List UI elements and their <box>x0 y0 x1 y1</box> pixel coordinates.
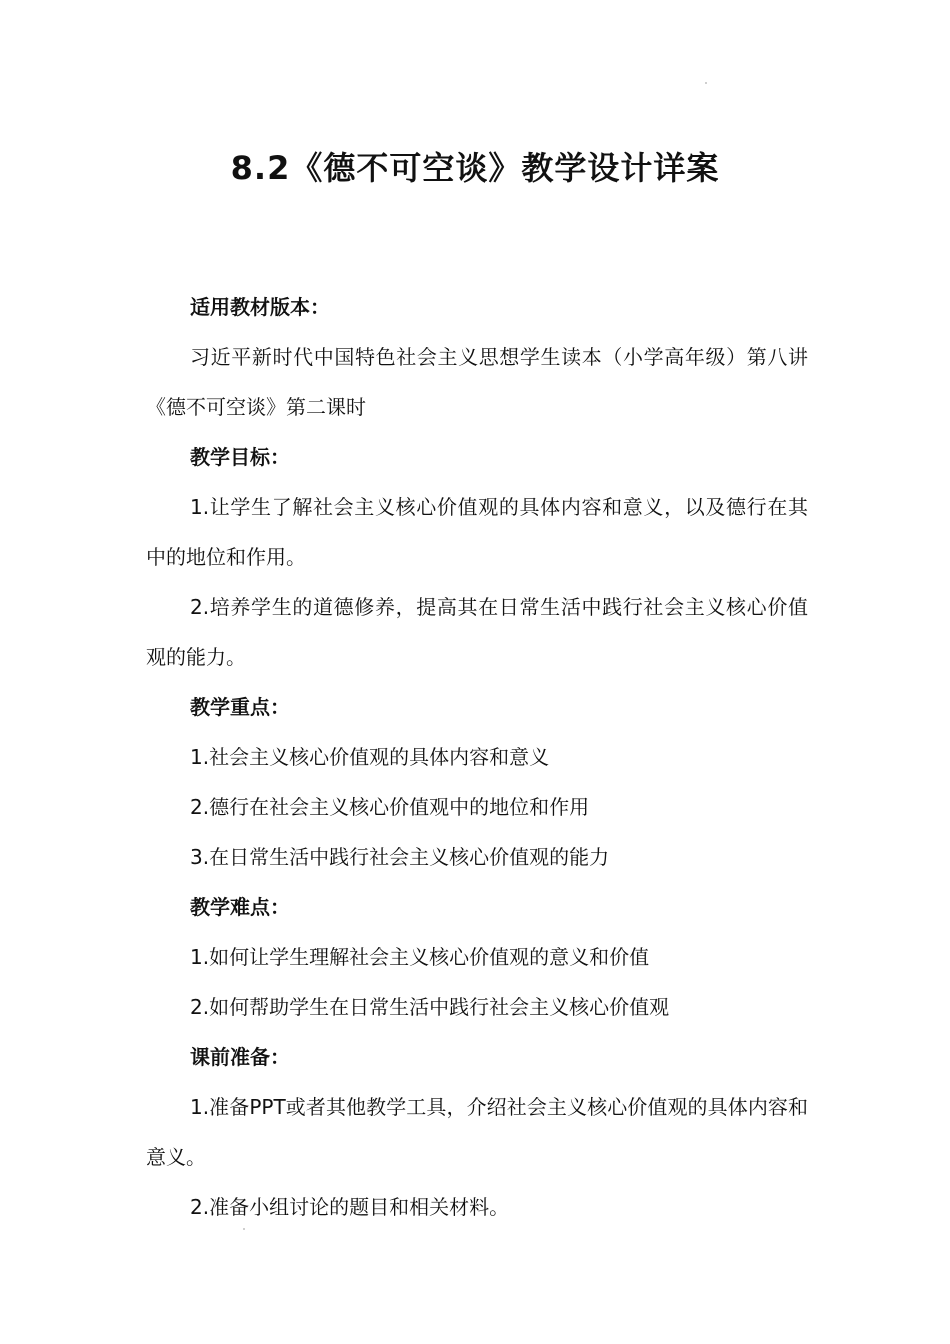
difficulty-item: 2.如何帮助学生在日常生活中践行社会主义核心价值观 <box>190 995 670 1019</box>
document-title: 8.2《德不可空谈》教学设计详案 <box>230 149 720 187</box>
document-body <box>146 282 808 1232</box>
preparation-item: 2.准备小组讨论的题目和相关材料。 <box>190 1195 510 1219</box>
key-point-item: 1.社会主义核心价值观的具体内容和意义 <box>190 745 550 769</box>
section-heading-difficulties: 教学难点： <box>190 895 290 919</box>
objective-item: 2.培养学生的道德修养，提高其在日常生活中践行社会主义核心价值观的能力。 <box>146 595 808 669</box>
key-point-item: 3.在日常生活中践行社会主义核心价值观的能力 <box>190 845 610 869</box>
section-heading-objectives: 教学目标： <box>190 445 290 469</box>
section-heading-preparation: 课前准备： <box>190 1045 290 1069</box>
textbook-version: 习近平新时代中国特色社会主义思想学生读本（小学高年级）第八讲《德不可空谈》第二课时 <box>146 345 808 419</box>
section-heading-key-points: 教学重点： <box>190 695 290 719</box>
scan-speck-top <box>705 82 707 84</box>
section-heading-textbook: 适用教材版本： <box>190 295 330 319</box>
objective-item: 1.让学生了解社会主义核心价值观的具体内容和意义，以及德行在其中的地位和作用。 <box>146 495 808 569</box>
key-point-item: 2.德行在社会主义核心价值观中的地位和作用 <box>190 795 590 819</box>
preparation-item: 1.准备PPT或者其他教学工具，介绍社会主义核心价值观的具体内容和意义。 <box>146 1095 808 1169</box>
difficulty-item: 1.如何让学生理解社会主义核心价值观的意义和价值 <box>190 945 650 969</box>
